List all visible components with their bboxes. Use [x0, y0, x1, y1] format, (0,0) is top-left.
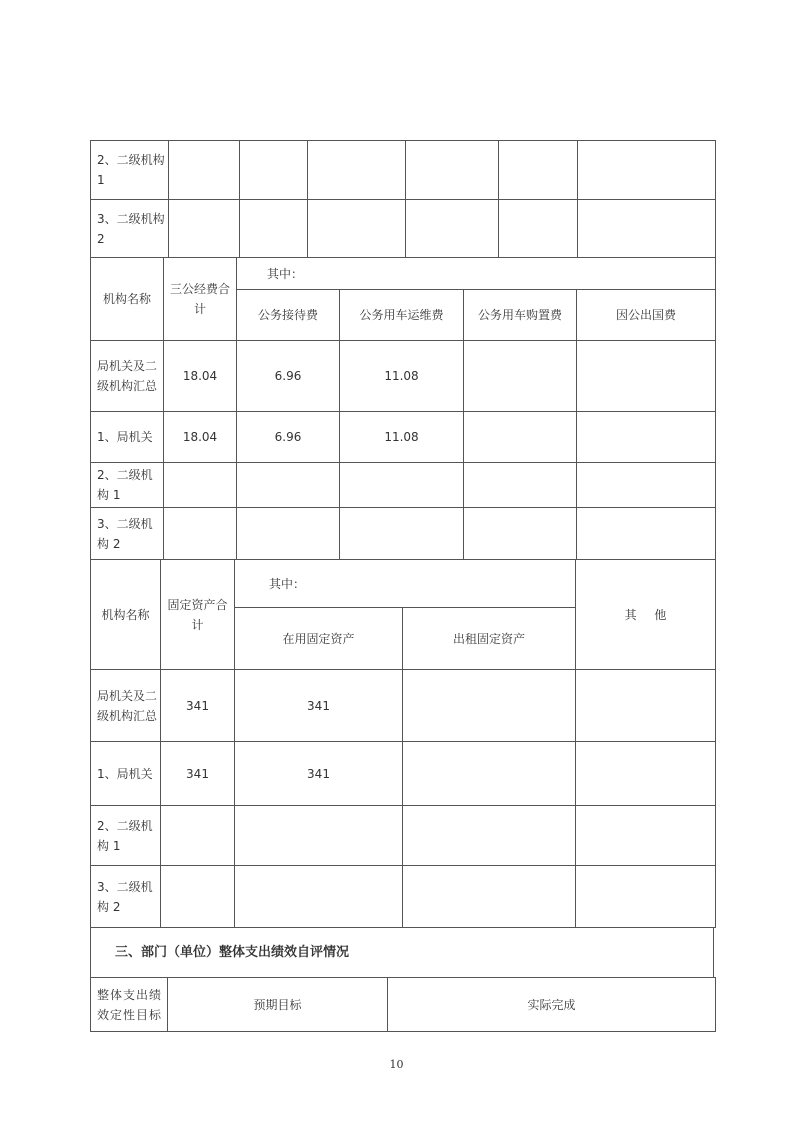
vehicle-buy-cell: [464, 463, 577, 508]
other-cell: [576, 866, 716, 928]
table-row: [91, 978, 716, 1032]
in-use-cell: [235, 806, 403, 866]
other-cell: [576, 742, 716, 806]
total-cell: [164, 463, 237, 508]
table-c: [90, 559, 716, 928]
in-use-cell: [235, 866, 403, 928]
col-header-org-name: 机构名称: [91, 560, 161, 670]
vehicle-run-cell: 11.08: [340, 341, 464, 412]
abroad-cell: [577, 508, 716, 560]
org-name: 1、局机关: [91, 412, 164, 463]
reception-cell: [237, 463, 340, 508]
reception-cell: 6.96: [237, 412, 340, 463]
other-cell: [576, 806, 716, 866]
org-name: 3、二级机构 2: [91, 508, 164, 560]
org-name: 局机关及二级机构汇总: [91, 341, 164, 412]
org-name: 局机关及二级机构汇总: [91, 670, 161, 742]
table-b: [90, 257, 716, 560]
col-header-vehicle-buy: 公务用车购置费: [464, 290, 577, 341]
table-row: [91, 866, 716, 928]
total-cell: 341: [161, 670, 235, 742]
col-header-actual: 实际完成: [388, 978, 716, 1032]
col-header-other: 其 他: [576, 560, 716, 670]
rented-cell: [403, 742, 576, 806]
total-cell: 18.04: [164, 412, 237, 463]
vehicle-run-cell: 11.08: [340, 412, 464, 463]
org-name: 3、二级机构 2: [91, 866, 161, 928]
col-header-total: 固定资产合 计: [161, 560, 235, 670]
col-header-rented: 出租固定资产: [403, 608, 576, 670]
table-row: [91, 341, 716, 412]
table-row: [91, 742, 716, 806]
reception-cell: 6.96: [237, 341, 340, 412]
abroad-cell: [577, 463, 716, 508]
page-number: 10: [389, 1058, 404, 1071]
abroad-cell: [577, 412, 716, 463]
in-use-cell: 341: [235, 742, 403, 806]
vehicle-buy-cell: [464, 412, 577, 463]
rented-cell: [403, 866, 576, 928]
org-name: 2、二级机构 1: [91, 463, 164, 508]
row-label-performance-goal: 整体支出绩效定性目标: [91, 978, 168, 1032]
vehicle-buy-cell: [464, 341, 577, 412]
table-a: [90, 140, 716, 258]
table-row: [91, 463, 716, 508]
total-cell: 18.04: [164, 341, 237, 412]
rented-cell: [403, 806, 576, 866]
total-cell: [161, 866, 235, 928]
table-row: [91, 670, 716, 742]
col-header-total: 三公经费合 计: [164, 258, 237, 341]
org-name: 1、局机关: [91, 742, 161, 806]
col-header-org-name: 机构名称: [91, 258, 164, 341]
col-header-expected: 预期目标: [168, 978, 388, 1032]
rented-cell: [403, 670, 576, 742]
org-name: 2、二级机构 1: [91, 806, 161, 866]
group-label: 其中：: [235, 560, 576, 608]
table-row: [91, 412, 716, 463]
table-row: [91, 200, 716, 258]
col-header-vehicle-run: 公务用车运维费: [340, 290, 464, 341]
in-use-cell: 341: [235, 670, 403, 742]
total-cell: [164, 508, 237, 560]
total-cell: [161, 806, 235, 866]
group-label: 其中：: [237, 258, 716, 290]
org-name: 2、二级机构 1: [91, 141, 169, 200]
total-cell: 341: [161, 742, 235, 806]
col-header-in-use: 在用固定资产: [235, 608, 403, 670]
section-title: 三、部门（单位）整体支出绩效自评情况: [90, 927, 714, 977]
col-header-abroad: 因公出国费: [577, 290, 716, 341]
vehicle-buy-cell: [464, 508, 577, 560]
col-header-reception: 公务接待费: [237, 290, 340, 341]
other-cell: [576, 670, 716, 742]
org-name: 3、二级机构 2: [91, 200, 169, 258]
table-row: [91, 806, 716, 866]
reception-cell: [237, 508, 340, 560]
table-row: [91, 141, 716, 200]
vehicle-run-cell: [340, 508, 464, 560]
table-row: [91, 508, 716, 560]
abroad-cell: [577, 341, 716, 412]
vehicle-run-cell: [340, 463, 464, 508]
table-d: [90, 977, 716, 1032]
